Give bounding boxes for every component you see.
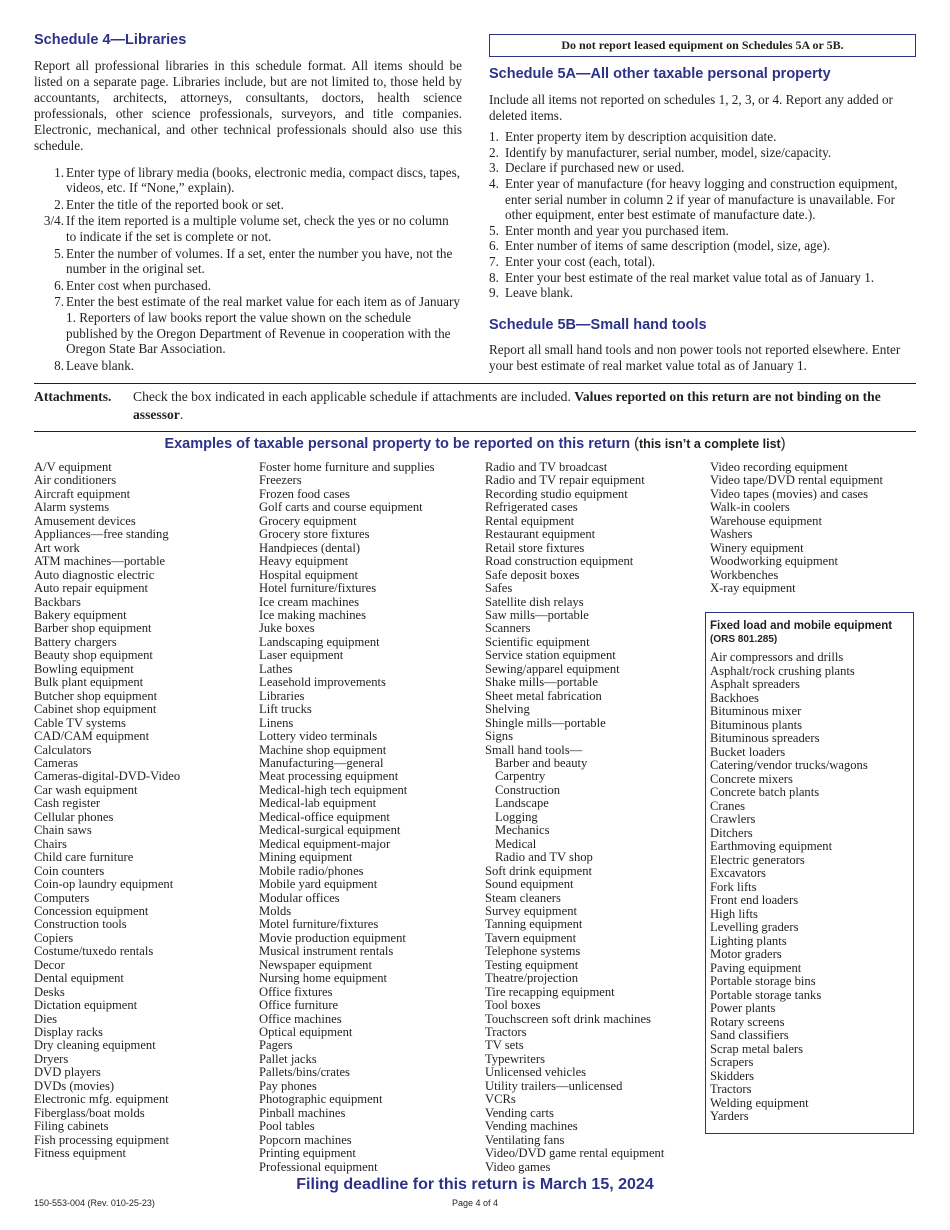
list-item: Dry cleaning equipment	[34, 1038, 156, 1053]
step-item	[489, 160, 916, 176]
list-item: Bowling equipment	[34, 661, 134, 676]
list-item: Foster home furniture and supplies	[259, 460, 435, 474]
step-text: Leave blank.	[66, 357, 135, 373]
list-item: Front end loaders	[710, 893, 799, 907]
list-item: Woodworking equipment	[710, 554, 839, 569]
step-item	[34, 213, 462, 244]
list-item: Ventilating fans	[485, 1132, 565, 1147]
list-item: Video recording equipment	[710, 460, 848, 474]
list-item: Workbenches	[710, 567, 779, 582]
list-item: A/V equipment	[34, 460, 112, 474]
schedule-4-section	[34, 30, 462, 374]
list-item: Leasehold improvements	[259, 675, 386, 690]
list-item: Mining equipment	[259, 850, 353, 865]
list-item: VCRs	[485, 1092, 516, 1107]
page-number: Page 4 of 4	[451, 1198, 499, 1208]
step-item	[34, 246, 462, 277]
list-item: Landscape	[495, 796, 549, 811]
list-item: Fish processing equipment	[34, 1132, 170, 1147]
list-item: ATM machines—portable	[34, 554, 166, 569]
list-item: Restaurant equipment	[485, 527, 596, 542]
list-item: Pallet jacks	[259, 1051, 317, 1066]
list-item: Video/DVD game rental equipment	[485, 1146, 665, 1161]
list-item: Refrigerated cases	[485, 500, 578, 515]
list-item: TV sets	[485, 1038, 524, 1053]
attachments-label: Attachments.	[34, 389, 112, 404]
step-number: 7.	[54, 294, 64, 310]
step-number: 6.	[489, 238, 499, 254]
list-item: Winery equipment	[710, 540, 804, 555]
list-item: Optical equipment	[259, 1025, 353, 1040]
list-item: Linens	[259, 715, 294, 730]
list-item: Printing equipment	[259, 1146, 356, 1161]
list-item: Ditchers	[710, 825, 753, 840]
list-item: Fork lifts	[710, 879, 757, 894]
list-item: Desks	[34, 984, 65, 999]
filing-deadline: Filing deadline for this return is March 15, 2024	[296, 1176, 654, 1193]
list-item: Handpieces (dental)	[259, 540, 361, 555]
step-item	[34, 165, 462, 196]
list-item: Lottery video terminals	[259, 729, 378, 744]
list-item: Rotary screens	[710, 1014, 785, 1029]
list-item: Tractors	[485, 1025, 527, 1040]
list-item: Portable storage bins	[710, 974, 816, 988]
list-item: Satellite dish relays	[485, 594, 584, 609]
list-item: Chairs	[34, 836, 67, 851]
list-item: Carpentry	[495, 769, 546, 784]
list-item: Testing equipment	[485, 957, 579, 972]
list-item: Touchscreen soft drink machines	[485, 1011, 651, 1026]
list-item: Sheet metal fabrication	[485, 688, 602, 703]
step-number: 3/4.	[43, 213, 64, 229]
list-item: Hospital equipment	[259, 567, 358, 582]
list-item: Pagers	[259, 1038, 293, 1053]
step-text: Enter your cost (each, total).	[505, 253, 656, 269]
list-item: Popcorn machines	[259, 1132, 352, 1147]
list-item: Lighting plants	[710, 933, 787, 948]
list-item: Medical-lab equipment	[259, 796, 377, 811]
list-item: Signs	[485, 729, 513, 744]
leased-equipment-notice: Do not report leased equipment on Schedules 5A or 5B.	[489, 34, 916, 57]
list-item: Freezers	[259, 473, 302, 488]
list-item: Art work	[34, 540, 80, 555]
list-item: Tractors	[710, 1082, 752, 1096]
step-number: 8.	[489, 269, 499, 285]
list-item: Shingle mills—portable	[485, 715, 606, 730]
list-item: Professional equipment	[259, 1159, 378, 1174]
list-item: Video tape/DVD rental equipment	[710, 473, 884, 488]
list-item: Dictation equipment	[34, 998, 138, 1013]
step-text: Enter your best estimate of the real market value total as of January 1.	[505, 269, 875, 285]
list-item: Alarm systems	[34, 500, 110, 515]
list-item: Barber shop equipment	[34, 621, 152, 636]
list-item: Soft drink equipment	[485, 863, 593, 878]
list-item: Coin-op laundry equipment	[34, 877, 174, 892]
list-item: Child care furniture	[34, 850, 134, 865]
list-item: Computers	[34, 890, 90, 905]
list-item: Typewriters	[485, 1051, 545, 1066]
examples-column-4	[710, 461, 883, 596]
list-item: Excavators	[710, 866, 766, 880]
examples-title: Examples of taxable personal property to be reported on this return	[164, 436, 631, 452]
list-item: Auto diagnostic electric	[34, 567, 155, 582]
list-item: Libraries	[259, 688, 305, 703]
step-text: Enter the number of volumes. If a set, enter the number you have, not the number in the original set.	[66, 245, 453, 277]
list-item: Medical-office equipment	[259, 809, 390, 824]
list-item: Retail store fixtures	[485, 540, 585, 555]
step-number: 6.	[54, 277, 64, 293]
schedule-5a-intro: Include all items not reported on schedules 1, 2, 3, or 4. Report any added or deleted items.	[489, 92, 893, 124]
list-item: DVDs (movies)	[34, 1078, 115, 1093]
list-item: Aircraft equipment	[34, 486, 131, 501]
list-item: Cameras-digital-DVD-Video	[34, 769, 181, 784]
list-item: Cameras	[34, 755, 79, 770]
examples-subtitle: this isn’t a complete list	[639, 437, 781, 451]
attachments-end: .	[179, 407, 184, 422]
list-item: Cash register	[34, 796, 101, 811]
attachments-body: Check the box indicated in each applicable schedule if attachments are included.	[133, 389, 575, 404]
step-text: If the item reported is a multiple volume set, check the yes or no column to indicate if the set is complete or not.	[66, 213, 449, 244]
list-item: Scrapers	[710, 1055, 754, 1069]
list-item: Paving equipment	[710, 960, 802, 975]
list-item: Chain saws	[34, 823, 92, 838]
list-item: Fiberglass/boat molds	[34, 1105, 145, 1120]
list-item: Photographic equipment	[259, 1092, 383, 1107]
list-item: Office furniture	[259, 998, 339, 1013]
list-item: Modular offices	[259, 890, 340, 905]
list-item: Grocery equipment	[259, 513, 357, 528]
list-item: Concrete batch plants	[710, 785, 820, 799]
list-item: Motor graders	[710, 947, 782, 961]
step-text: Enter property item by description acquisition date.	[505, 129, 777, 145]
attachments-text	[133, 388, 913, 424]
list-item: Walk-in coolers	[710, 500, 790, 515]
schedule-5b-intro: Report all small hand tools and non power tools not reported elsewhere. Enter your best estimate of real market value total as of January 1.	[489, 341, 901, 373]
list-item: Sewing/apparel equipment	[485, 661, 620, 676]
step-item	[489, 176, 916, 223]
list-item: Radio and TV repair equipment	[485, 473, 645, 488]
list-item: Asphalt/rock crushing plants	[710, 663, 855, 678]
list-item: Movie production equipment	[259, 930, 406, 945]
list-item: Meat processing equipment	[259, 769, 399, 784]
list-item: Rental equipment	[485, 513, 575, 528]
schedule-5a-steps	[489, 129, 916, 301]
step-item	[489, 285, 916, 301]
list-item: Mechanics	[495, 823, 550, 838]
list-item: Sand classifiers	[710, 1028, 789, 1042]
list-item: Medical equipment-major	[259, 836, 391, 851]
fixed-load-list	[710, 651, 913, 1124]
step-item	[489, 145, 916, 161]
list-item: Safes	[485, 581, 513, 596]
list-item: Cellular phones	[34, 809, 114, 824]
list-item: Cable TV systems	[34, 715, 126, 730]
list-item: Electric generators	[710, 852, 805, 867]
list-item: Butcher shop equipment	[34, 688, 158, 703]
step-text: Enter the title of the reported book or set.	[66, 196, 284, 212]
list-item: Catering/vendor trucks/wagons	[710, 758, 868, 772]
step-number: 8.	[54, 357, 64, 373]
fixed-load-box	[705, 612, 914, 1134]
list-item: DVD players	[34, 1065, 101, 1080]
step-number: 9.	[489, 285, 499, 301]
attachments-bold: Values reported on this return are not binding on the assessor	[133, 389, 881, 422]
list-item: Dental equipment	[34, 971, 124, 986]
divider	[34, 383, 916, 384]
list-item: Car wash equipment	[34, 782, 138, 797]
list-item: Dies	[34, 1011, 58, 1026]
list-item: Coin counters	[34, 863, 105, 878]
list-item: Lathes	[259, 661, 293, 676]
list-item: Road construction equipment	[485, 554, 634, 569]
step-item	[34, 294, 462, 356]
schedule-4-title: Schedule 4—Libraries	[34, 32, 187, 48]
fixed-load-title: Fixed load and mobile equipment	[710, 620, 893, 632]
list-item: Recording studio equipment	[485, 486, 628, 501]
list-item: Radio and TV broadcast	[485, 460, 608, 474]
list-item: Warehouse equipment	[710, 513, 822, 528]
list-item: Tavern equipment	[485, 930, 577, 945]
list-item: Skidders	[710, 1068, 755, 1083]
list-item: Display racks	[34, 1025, 103, 1040]
list-item: Welding equipment	[710, 1095, 809, 1110]
list-item: Survey equipment	[485, 903, 577, 918]
list-item: Newspaper equipment	[259, 957, 372, 972]
list-item: Crawlers	[710, 812, 756, 826]
list-item: Tool boxes	[485, 998, 541, 1013]
list-item: Machine shop equipment	[259, 742, 387, 757]
list-item: Unlicensed vehicles	[485, 1065, 587, 1080]
list-item: Video tapes (movies) and cases	[710, 486, 869, 501]
step-text: Enter type of library media (books, electronic media, compact discs, tapes, videos, etc. If “None,” explain).	[66, 164, 461, 196]
list-item: Dryers	[34, 1051, 69, 1066]
schedule-4-intro: Report all professional libraries in this schedule format. All items should be listed on a separate page. Libraries include, but are not limited to, those held by accountants, architects, attorneys, consultants, doctors, health science professionals, other science professionals, surveyors, and title companies. Electronic, mechanical, and other technical professionals should also use this schedule.	[34, 58, 462, 154]
list-item: Power plants	[710, 1001, 776, 1015]
step-text: Enter the best estimate of the real market value for each item as of January 1. Reporters of law books report the value shown on the schedule published by the Oregon Department of Revenue in cooperation with the Oregon State Bar Association.	[66, 294, 460, 357]
step-text: Leave blank.	[505, 285, 574, 301]
step-item	[489, 223, 916, 239]
list-item: Shake mills—portable	[485, 675, 598, 690]
list-item: Decor	[34, 957, 65, 972]
step-item	[34, 197, 462, 213]
list-item: Juke boxes	[259, 621, 315, 636]
step-number: 5.	[489, 222, 499, 238]
list-item: Ice cream machines	[259, 594, 359, 609]
step-text: Identify by manufacturer, serial number, model, size/capacity.	[505, 144, 832, 160]
step-number: 7.	[489, 253, 499, 269]
list-item: Utility trailers—unlicensed	[485, 1078, 623, 1093]
schedule-4-steps	[34, 165, 462, 374]
list-item: Telephone systems	[485, 944, 581, 959]
list-item: Costume/tuxedo rentals	[34, 944, 154, 959]
list-item: Bakery equipment	[34, 607, 127, 622]
list-item: Filing cabinets	[34, 1119, 109, 1134]
step-item	[489, 254, 916, 270]
step-item	[34, 358, 462, 374]
list-item: Video games	[485, 1159, 551, 1174]
list-item: Frozen food cases	[259, 486, 350, 501]
list-item: Medical	[495, 836, 537, 851]
list-item: Construction tools	[34, 917, 127, 932]
schedule-5-section	[489, 30, 916, 374]
examples-column-1	[34, 461, 180, 1161]
step-number: 3.	[489, 160, 499, 176]
step-text: Enter year of manufacture (for heavy logging and construction equipment, enter serial number in column 2 if year of manufacture is unavailable. For other equipment, enter best estimate of manufacture date.).	[505, 175, 898, 223]
step-item	[489, 270, 916, 286]
list-item: Bituminous spreaders	[710, 731, 820, 745]
form-number: 150-553-004 (Rev. 010-25-23)	[34, 1198, 155, 1208]
list-item: Copiers	[34, 930, 74, 945]
list-item: Earthmoving equipment	[710, 839, 833, 853]
schedule-5a-title: Schedule 5A—All other taxable personal property	[489, 66, 831, 82]
list-item: Scrap metal balers	[710, 1041, 804, 1056]
list-item: X-ray equipment	[710, 581, 796, 596]
list-item: Concession equipment	[34, 903, 149, 918]
list-item: Musical instrument rentals	[259, 944, 394, 959]
list-item: Lift trucks	[259, 702, 312, 717]
list-item: Air compressors and drills	[710, 650, 844, 664]
step-number: 2.	[489, 144, 499, 160]
list-item: Safe deposit boxes	[485, 567, 580, 582]
examples-column-3	[485, 461, 664, 1174]
step-text: Enter month and year you purchased item.	[505, 222, 729, 238]
step-item	[489, 238, 916, 254]
step-number: 1.	[489, 129, 499, 145]
list-item: Grocery store fixtures	[259, 527, 370, 542]
list-item: Levelling graders	[710, 920, 799, 934]
step-text: Enter cost when purchased.	[66, 277, 212, 293]
list-item: Electronic mfg. equipment	[34, 1092, 169, 1107]
list-item: Pinball machines	[259, 1105, 346, 1120]
list-item: Hotel furniture/fixtures	[259, 581, 377, 596]
list-item: Golf carts and course equipment	[259, 500, 423, 515]
list-item: Calculators	[34, 742, 92, 757]
list-item: Bituminous mixer	[710, 704, 802, 718]
step-text: Declare if purchased new or used.	[505, 160, 685, 176]
list-item: Scientific equipment	[485, 634, 590, 649]
list-item: Tanning equipment	[485, 917, 583, 932]
list-item: Yarders	[710, 1109, 749, 1123]
list-item: Small hand tools—	[485, 742, 583, 757]
list-item: Amusement devices	[34, 513, 136, 528]
list-item: Theatre/projection	[485, 971, 579, 986]
divider	[34, 431, 916, 432]
examples-column-2	[259, 461, 435, 1174]
step-item	[34, 278, 462, 294]
list-item: Molds	[259, 903, 292, 918]
list-item: Barber and beauty	[495, 755, 588, 770]
paren-close: )	[780, 436, 786, 452]
list-item: Cranes	[710, 798, 745, 813]
list-item: Sound equipment	[485, 877, 574, 892]
list-item: Concrete mixers	[710, 771, 793, 786]
list-item: Beauty shop equipment	[34, 648, 153, 663]
fixed-load-subtitle: (ORS 801.285)	[710, 634, 778, 645]
list-item: Nursing home equipment	[259, 971, 388, 986]
list-item: Backhoes	[710, 690, 759, 705]
list-item: Appliances—free standing	[34, 527, 169, 542]
list-item: Ice making machines	[259, 607, 367, 622]
list-item: Pallets/bins/crates	[259, 1065, 350, 1080]
list-item: Backbars	[34, 594, 81, 609]
schedule-5b-title: Schedule 5B—Small hand tools	[489, 316, 707, 333]
list-item: Laser equipment	[259, 648, 344, 663]
step-text: Enter number of items of same description (model, size, age).	[505, 238, 831, 254]
list-item: Logging	[495, 809, 538, 824]
list-item: CAD/CAM equipment	[34, 729, 150, 744]
list-item: Service station equipment	[485, 648, 616, 663]
list-item: Fitness equipment	[34, 1146, 126, 1161]
list-item: Steam cleaners	[485, 890, 561, 905]
list-item: Vending machines	[485, 1119, 578, 1134]
list-item: Landscaping equipment	[259, 634, 380, 649]
list-item: Pool tables	[259, 1119, 315, 1134]
list-item: High lifts	[710, 906, 758, 921]
list-item: Manufacturing—general	[259, 755, 384, 770]
list-item: Vending carts	[485, 1105, 554, 1120]
list-item: Construction	[495, 782, 561, 797]
list-item: Medical-high tech equipment	[259, 782, 408, 797]
list-item: Auto repair equipment	[34, 581, 149, 596]
paren-open: (	[630, 436, 640, 452]
list-item: Office machines	[259, 1011, 342, 1026]
list-item: Scanners	[485, 621, 531, 636]
step-number: 1.	[54, 164, 64, 180]
list-item: Saw mills—portable	[485, 607, 589, 622]
examples-heading	[0, 436, 950, 452]
list-item: Asphalt spreaders	[710, 677, 800, 691]
list-item: Mobile radio/phones	[259, 863, 364, 878]
list-item: Air conditioners	[34, 473, 117, 488]
step-item	[489, 129, 916, 145]
list-item: Tire recapping equipment	[485, 984, 615, 999]
list-item: Bulk plant equipment	[34, 675, 144, 690]
list-item: Washers	[710, 527, 753, 542]
list-item: Shelving	[485, 702, 530, 717]
step-number: 2.	[54, 196, 64, 212]
list-item: Battery chargers	[34, 634, 117, 649]
list-item: Motel furniture/fixtures	[259, 917, 379, 932]
list-item: Pay phones	[259, 1078, 317, 1093]
list-item: Bucket loaders	[710, 744, 786, 759]
list-item: Heavy equipment	[259, 554, 349, 569]
list-item: Radio and TV shop	[495, 850, 593, 865]
list-item: Cabinet shop equipment	[34, 702, 157, 717]
list-item: Mobile yard equipment	[259, 877, 378, 892]
step-number: 4.	[489, 175, 499, 191]
list-item: Bituminous plants	[710, 717, 803, 732]
list-item: Medical-surgical equipment	[259, 823, 401, 838]
step-number: 5.	[54, 245, 64, 261]
list-item: Portable storage tanks	[710, 987, 822, 1002]
list-item: Office fixtures	[259, 984, 333, 999]
